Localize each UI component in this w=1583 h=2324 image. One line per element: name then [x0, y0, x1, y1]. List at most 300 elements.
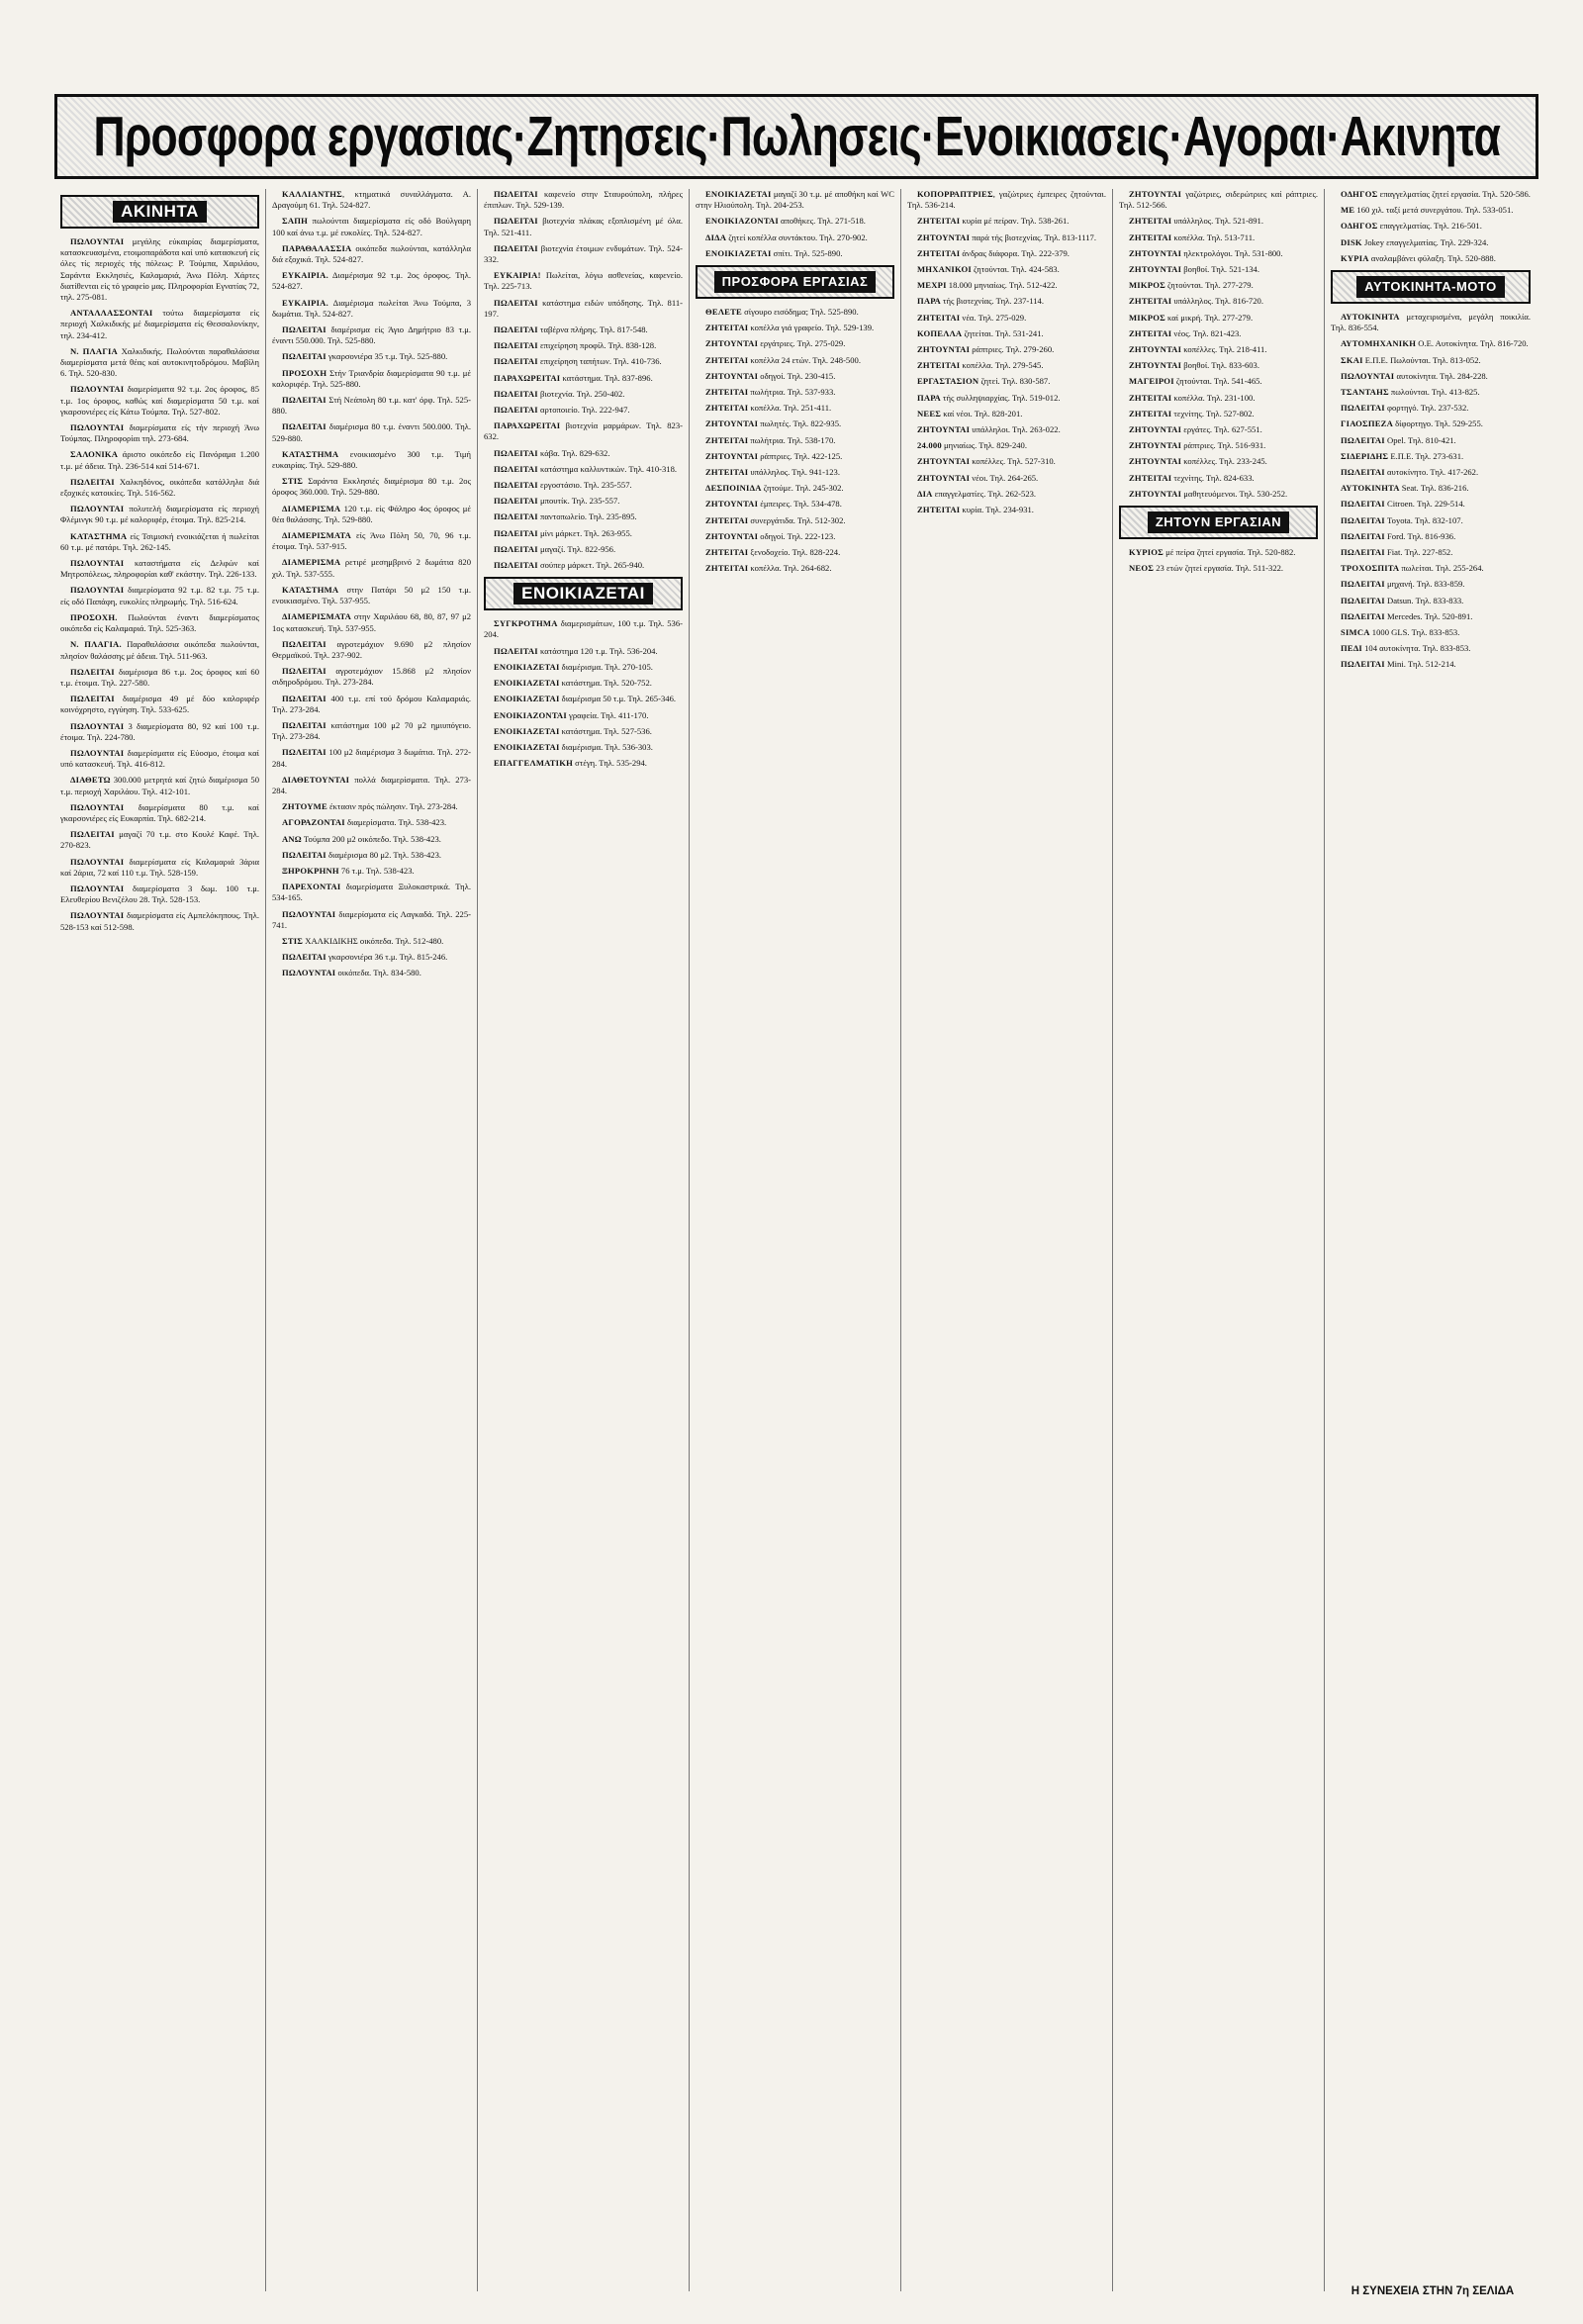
classified-ad [907, 376, 1106, 387]
ad-lead-word: ΖΗΤΕΙΤΑΙ [705, 563, 749, 574]
classified-ad [907, 409, 1106, 419]
ad-body-text: βιοτεχνία πλάκας εξοπλισμένη μέ όλα. Τηλ. 521-411. [484, 216, 683, 237]
classified-ad [1119, 189, 1318, 211]
ad-body-text: 104 αυτοκίνητα. Τηλ. 833-853. [1361, 643, 1471, 654]
ad-lead-word: ΠΩΛΕΙΤΑΙ [282, 351, 326, 362]
classified-ad [272, 747, 471, 769]
ad-lead-word: ΖΗΤΟΥΜΕ [282, 801, 327, 812]
classified-ad [1119, 216, 1318, 227]
ad-body-text: Στήν Τριανδρία διαμερίσματα 90 τ.μ. μέ καλοριφέρ. Τηλ. 525-880. [272, 367, 471, 389]
ad-lead-word: ΠΩΛΕΙΤΑΙ [1341, 403, 1385, 414]
classified-ad [60, 449, 259, 471]
ad-body-text: Jokey επαγγελματίας. Τηλ. 229-324. [1361, 236, 1489, 247]
ad-lead-word: ΠΩΛΕΙΤΑΙ [282, 719, 326, 730]
classified-ad [60, 422, 259, 444]
classified-ad [484, 356, 683, 367]
classified-ad [484, 189, 683, 211]
section-header-label: ΖΗΤΟΥΝ ΕΡΓΑΣΙΑΝ [1148, 511, 1289, 533]
ad-lead-word: ΖΗΤΟΥΝΤΑΙ [1129, 344, 1182, 355]
ad-body-text: μεταχειρισμένα, μεγάλη ποικιλία. Τηλ. 836-554. [1331, 312, 1531, 333]
ad-lead-word: ΖΗΤΕΙΤΑΙ [1129, 296, 1172, 307]
ad-lead-word: ΕΡΓΑΣΤΑΣΙΟΝ [917, 376, 979, 387]
ad-lead-word: ΣΤΙΣ [282, 935, 304, 946]
section-header [60, 195, 259, 229]
ad-lead-word: ΠΩΛΕΙΤΑΙ [494, 645, 538, 656]
ad-body-text: σίγουρο εισόδημα; Τηλ. 525-890. [741, 307, 859, 318]
ad-lead-word: ΖΗΤΕΙΤΑΙ [705, 514, 749, 525]
ad-body-text: μηνιαίως. Τηλ. 829-240. [941, 440, 1027, 451]
ad-lead-word: ΔΕΣΠΟΙΝΙΔΑ [705, 483, 762, 494]
ad-body-text: νέος. Τηλ. 821-423. [1171, 327, 1242, 338]
classified-ad [1331, 499, 1531, 510]
section-header-label: ΕΝΟΙΚΙΑΖΕΤΑΙ [513, 583, 653, 604]
ad-lead-word: SIMCA [1341, 627, 1370, 638]
classified-ad [696, 355, 894, 366]
ad-lead-word: ΠΑΡΕΧΟΝΤΑΙ [282, 882, 341, 892]
ad-body-text: Fiat. Τηλ. 227-852. [1384, 547, 1453, 558]
classified-ad [60, 308, 259, 341]
classified-ad [272, 909, 471, 931]
classified-ad [484, 758, 683, 769]
ad-lead-word: ΖΗΤΟΥΝΤΑΙ [1129, 360, 1182, 371]
ad-body-text: ΧΑΛΚΙΔΙΚΗΣ οικόπεδα. Τηλ. 512-480. [303, 935, 444, 946]
ad-body-text: μαγαζί 70 τ.μ. στο Κουλέ Καφέ. Τηλ. 270-823. [60, 829, 259, 851]
classified-ad [1119, 360, 1318, 371]
classified-ad [272, 694, 471, 715]
ad-body-text: τής βιοτεχνίας. Τηλ. 237-114. [940, 296, 1045, 307]
classified-ad [907, 489, 1106, 500]
ad-lead-word: ΑΥΤΟΜΗΧΑΝΙΚΗ [1341, 338, 1417, 349]
classified-ad [272, 882, 471, 903]
ad-lead-word: ΠΩΛΕΙΤΑΙ [1341, 659, 1385, 670]
ad-body-text: επαγγελματίες. Τηλ. 262-523. [932, 488, 1037, 499]
ad-body-text: ράπτριες. Τηλ. 516-931. [1181, 440, 1266, 451]
ad-body-text: κατάστημα 100 μ2 70 μ2 ημιυπόγειο. Τηλ. 273-284. [272, 719, 471, 742]
ad-body-text: διαμέρισμα 80 τ.μ. έναντι 500.000. Τηλ. 529-880. [272, 421, 471, 443]
classified-ad [484, 243, 683, 265]
ad-body-text: πωλούνται. Τηλ. 413-825. [1388, 387, 1480, 398]
ad-lead-word: ΠΩΛΕΙΤΑΙ [494, 447, 538, 458]
classified-ad [272, 585, 471, 606]
ad-body-text: αρτοποιείο. Τηλ. 222-947. [537, 405, 630, 416]
ad-lead-word: ΠΩΛΟΥΝΤΑΙ [70, 384, 125, 395]
ad-lead-word: ΠΩΛΟΥΝΤΑΙ [70, 236, 125, 246]
classified-ad [907, 296, 1106, 307]
classified-ad [272, 504, 471, 525]
classified-ad [60, 639, 259, 661]
classified-ad [272, 557, 471, 579]
continuation-note: Η ΣΥΝΕΧΕΙΑ ΣΤΗΝ 7η ΣΕΛΙΔΑ [1350, 2285, 1515, 2297]
ad-body-text: διαμερίσματα 3 δωμ. 100 τ.μ. Ελευθερίου Βενιζέλου 28. Τηλ. 528-153. [60, 883, 259, 905]
ad-lead-word: ΑΓΟΡΑΖΟΝΤΑΙ [282, 817, 345, 828]
classified-ad [907, 216, 1106, 227]
ad-lead-word: ΚΥΡΙΑ [1341, 252, 1369, 263]
ad-lead-word: ΠΩΛΟΥΝΤΑΙ [70, 747, 125, 758]
classified-ad [60, 748, 259, 770]
section-header [696, 265, 894, 299]
ad-body-text: ζητούνται. Τηλ. 541-465. [1173, 376, 1262, 387]
classified-ad [1119, 264, 1318, 275]
ad-body-text: κοπέλλα. Τηλ. 513-711. [1171, 232, 1256, 242]
ad-lead-word: ΚΑΤΑΣΤΗΜΑ [282, 584, 339, 595]
ad-body-text: κοπέλλες. Τηλ. 233-245. [1181, 456, 1267, 467]
ad-lead-word: ΖΗΤΟΥΝΤΑΙ [1129, 264, 1182, 275]
classified-ad [484, 678, 683, 689]
ad-lead-word: ΠΩΛΟΥΝΤΑΙ [282, 968, 336, 978]
ad-body-text: Mini. Τηλ. 512-214. [1384, 659, 1456, 670]
ad-lead-word: DISK [1341, 236, 1362, 247]
ad-lead-word: ΠΩΛΕΙΤΑΙ [494, 242, 538, 253]
classified-ad [907, 248, 1106, 259]
ad-lead-word: ΖΗΤΕΙΤΑΙ [705, 547, 749, 558]
ad-body-text: διαμερίσματα είς Λαγκαδά. Τηλ. 225-741. [272, 908, 471, 930]
ad-body-text: διαμέρισμα. Τηλ. 270-105. [559, 661, 653, 672]
ad-body-text: Πωλούνται έναντι διαμερίσματος οικόπεδα είς Καλαμαριά. Τηλ. 525-363. [60, 611, 259, 634]
classified-ad [696, 248, 894, 259]
classified-ad [484, 298, 683, 320]
ad-body-text: 100 μ2 διαμέρισμα 3 δωμάτια. Τηλ. 272-284. [272, 747, 471, 769]
ad-lead-word: ΜΕΧΡΙ [917, 280, 947, 291]
classified-ad [484, 480, 683, 491]
classified-ad [60, 346, 259, 380]
classified-ad [272, 611, 471, 633]
ad-body-text: παντοπωλείο. Τηλ. 235-895. [537, 511, 637, 522]
classified-ad [60, 694, 259, 715]
ad-body-text: ζητούμε. Τηλ. 245-302. [761, 483, 844, 494]
section-header-label: ΠΡΟΣΦΟΡΑ ΕΡΓΑΣΙΑΣ [714, 271, 877, 293]
ad-lead-word: ΚΑΤΑΣΤΗΜΑ [70, 530, 128, 541]
ad-body-text: αποθήκες. Τηλ. 271-518. [778, 216, 866, 227]
classified-ad [1331, 467, 1531, 478]
ad-lead-word: ΠΑΡΑ [917, 392, 941, 403]
ad-lead-word: ΘΕΛΕΤΕ [705, 307, 742, 318]
ad-lead-word: ΣΑΛΟΝΙΚΑ [70, 449, 119, 460]
classified-ad [1119, 393, 1318, 404]
ad-body-text: διαμέρισμα 50 τ.μ. Τηλ. 265-346. [559, 694, 677, 704]
ad-body-text: αγροτεμάχιον 15.868 μ2 πλησίον σιδηροδρόμου. Τηλ. 273-284. [272, 666, 471, 688]
ad-lead-word: ΝΕΟΣ [1129, 563, 1155, 574]
classified-ad [696, 307, 894, 318]
classified-ad [1331, 483, 1531, 494]
classified-ad [272, 801, 471, 812]
classified-ad [484, 420, 683, 442]
ad-lead-word: ΜΙΚΡΟΣ [1129, 280, 1165, 291]
classified-ad [696, 467, 894, 478]
classified-ad [60, 829, 259, 851]
ad-body-text: κυρία μέ πείραν. Τηλ. 538-261. [960, 216, 1070, 227]
ad-lead-word: ΠΩΛΕΙΤΑΙ [1341, 434, 1385, 445]
classified-ad [484, 646, 683, 657]
classified-ad [1331, 355, 1531, 366]
classified-ad [1331, 387, 1531, 398]
classified-ad [1331, 338, 1531, 349]
column-2 [266, 189, 478, 2291]
classified-ad [1119, 328, 1318, 339]
classified-ad [907, 440, 1106, 451]
ad-lead-word: ΑΝΤΑΛΛΑΣΣΟΝΤΑΙ [70, 308, 153, 319]
ad-body-text: , γαζώτριες έμπειρες ζητούνται. Τηλ. 536-214. [907, 189, 1106, 211]
classified-ad [484, 694, 683, 704]
classified-ad [1119, 440, 1318, 451]
ad-body-text: βοηθοί. Τηλ. 833-603. [1181, 360, 1259, 371]
ad-lead-word: ΔΙΑΘΕΤΟΥΝΤΑΙ [282, 774, 350, 785]
ad-lead-word: ΠΑΡΑΘΑΛΑΣΣΙΑ [282, 242, 352, 253]
ad-body-text: ρετιρέ μεσημβρινό 2 δωμάτια 820 χιλ. Τηλ. 537-555. [272, 557, 471, 579]
ad-lead-word: ΠΩΛΟΥΝΤΑΙ [70, 801, 125, 812]
classified-ad [272, 666, 471, 688]
ad-body-text: επαγγελματίας ζητεί εργασία. Τηλ. 520-586. [1377, 189, 1531, 199]
section-header [1119, 506, 1318, 539]
ad-body-text: ζητείται. Τηλ. 531-241. [962, 327, 1044, 338]
ad-lead-word: ΠΩΛΕΙΤΑΙ [494, 340, 538, 351]
classified-ad [1331, 596, 1531, 606]
classified-ad [696, 323, 894, 333]
ad-body-text: Mercedes. Τηλ. 520-891. [1384, 610, 1473, 621]
ad-lead-word: ΠΩΛΟΥΝΤΑΙ [70, 720, 125, 731]
classified-ad [484, 742, 683, 753]
classified-ad [272, 530, 471, 552]
classified-ad [272, 952, 471, 963]
ad-lead-word: ΠΩΛΕΙΤΑΙ [282, 421, 326, 432]
classified-ad [272, 243, 471, 265]
classified-ad [484, 464, 683, 475]
ad-lead-word: ΖΗΤΕΙΤΑΙ [1129, 408, 1172, 418]
ad-body-text: Toyota. Τηλ. 832-107. [1384, 514, 1463, 525]
ad-body-text: υπάλληλος. Τηλ. 521-891. [1171, 216, 1263, 227]
ad-lead-word: ΖΗΤΟΥΝΤΑΙ [917, 424, 971, 435]
ad-lead-word: ΖΗΤΟΥΝΤΑΙ [705, 450, 759, 461]
ad-body-text: κοπέλλα. Τηλ. 251-411. [748, 403, 832, 414]
classified-ad [484, 618, 683, 640]
classified-ad [484, 405, 683, 416]
classified-ad [1331, 611, 1531, 622]
ad-lead-word: ΠΩΛΕΙΤΑΙ [70, 829, 115, 840]
classified-ad [484, 340, 683, 351]
ad-lead-word: ΔΙΑΜΕΡΙΣΜΑ [282, 503, 341, 513]
ad-lead-word: ΠΩΛΟΥΝΤΑΙ [70, 558, 125, 569]
classified-ad [272, 834, 471, 845]
classified-ad [696, 515, 894, 526]
ad-body-text: καφενείο στην Σταυρούπολη, πλήρες έπιπλων. Τηλ. 529-139. [484, 189, 683, 211]
ad-lead-word: ΠΩΛΟΥΝΤΑΙ [70, 585, 125, 596]
section-header [1331, 270, 1531, 304]
classified-ad [272, 449, 471, 471]
ad-body-text: επιχείρηση προφίλ. Τηλ. 838-128. [537, 340, 657, 351]
classified-ad [1119, 473, 1318, 484]
classified-ad [60, 477, 259, 499]
ad-body-text: διαμέρισμα 86 τ.μ. 2ος όροφος καί 60 τ.μ. έτοιμα. Τηλ. 227-580. [60, 666, 259, 688]
ad-body-text: παρά τής βιοτεχνίας. Τηλ. 813-1117. [970, 232, 1096, 242]
ad-body-text: τούτω διαμερίσματα είς περιοχή Χαλκιδικής μέ διαμερίσματα είς Θεσσαλονίκην, τηλ. 234-412. [60, 308, 259, 340]
ad-lead-word: ΖΗΤΟΥΝΤΑΙ [1129, 247, 1182, 258]
ad-body-text: γκαρσονιέρα 35 τ.μ. Τηλ. 525-880. [326, 351, 448, 362]
ad-body-text: αυτοκίνητα. Τηλ. 284-228. [1394, 370, 1488, 381]
ad-lead-word: ΠΩΛΕΙΤΑΙ [1341, 610, 1385, 621]
classified-ad [60, 775, 259, 796]
ad-body-text: ζητούνται. Τηλ. 277-279. [1164, 280, 1254, 291]
classified-ad [1331, 643, 1531, 654]
ad-lead-word: ΠΩΛΕΙΤΑΙ [282, 638, 326, 649]
ad-lead-word: ΚΟΠΟΡΡΑΠΤΡΙΕΣ [917, 189, 993, 199]
ad-lead-word: ΠΩΛΕΙΤΑΙ [70, 666, 115, 677]
ad-body-text: σούπερ μάρκετ. Τηλ. 265-940. [537, 560, 645, 571]
ad-body-text: Χαλκιδικής. Πωλούνται παραθαλάσσια διαμερίσματα μετά θέας καί αυτοκινητοδρόμου. Μαβίλη 6. Τηλ. 520-830. [60, 345, 259, 379]
ad-body-text: 160 χιλ. ταξί μετά συνεργάτου. Τηλ. 533-051. [1354, 205, 1514, 216]
ad-lead-word: ΕΝΟΙΚΙΑΖΕΤΑΙ [494, 694, 560, 704]
ad-body-text: 120 τ.μ. είς Φάληρο 4ος όροφος μέ θέα θαλάσσης. Τηλ. 529-880. [272, 503, 471, 524]
ad-body-text: άνδρας διάφορα. Τηλ. 222-379. [960, 247, 1070, 258]
ad-body-text: Citroen. Τηλ. 229-514. [1384, 499, 1465, 510]
ad-body-text: διαμερισμάτων, 100 τ.μ. Τηλ. 536-204. [484, 618, 683, 640]
classified-ad [696, 563, 894, 574]
ad-body-text: κοπέλλα. Τηλ. 264-682. [748, 563, 832, 574]
classified-ad [696, 435, 894, 446]
ad-lead-word: ΤΣΑΝΤΑΗΣ [1341, 387, 1389, 398]
ad-lead-word: ΖΗΤΕΙΤΑΙ [1129, 392, 1172, 403]
ad-body-text: ζητούνται. Τηλ. 424-583. [971, 264, 1060, 275]
ad-lead-word: Ν. ΠΛΑΓΙΑ [70, 345, 118, 356]
ad-body-text: καί μικρή. Τηλ. 277-279. [1164, 312, 1254, 323]
ad-body-text: κατάστημα. Τηλ. 837-896. [560, 372, 653, 383]
classified-ad [484, 448, 683, 459]
classified-ad [60, 384, 259, 418]
ad-body-text: διαμέρισμα είς Άγιο Δημήτριο 83 τ.μ. έναντι 550.000. Τηλ. 525-880. [272, 325, 471, 346]
ad-body-text: γκαρσονιέρα 36 τ.μ. Τηλ. 815-246. [326, 952, 448, 963]
ad-body-text: οδηγοί. Τηλ. 222-123. [758, 530, 836, 541]
classified-ad [1119, 248, 1318, 259]
ad-body-text: συνεργάτιδα. Τηλ. 512-302. [748, 514, 846, 525]
ad-body-text: κοπέλλα γιά γραφείο. Τηλ. 529-139. [748, 323, 875, 333]
classified-ad [907, 313, 1106, 324]
ad-body-text: 400 τ.μ. επί τού δρόμου Καλαμαριάς. Τηλ. 273-284. [272, 693, 471, 714]
classified-ad [272, 395, 471, 417]
classified-ad [1331, 563, 1531, 574]
ad-lead-word: ΔΙΑΜΕΡΙΣΜΑΤΑ [282, 530, 351, 541]
classified-ad [907, 344, 1106, 355]
classified-ad [60, 504, 259, 525]
ad-body-text: επαγγελματίας. Τηλ. 216-501. [1377, 221, 1482, 232]
classified-ad [272, 216, 471, 237]
ad-lead-word: ΠΩΛΕΙΤΑΙ [494, 189, 538, 199]
ad-body-text: είς Τσιμισκή ενοικιάζεται ή πωλείται 60 τ.μ. μέ πατάρι. Τηλ. 262-145. [60, 530, 259, 552]
classified-ad [484, 726, 683, 737]
ad-body-text: είς Άνω Πόλη 50, 70, 96 τ.μ. έτοιμα. Τηλ. 537-915. [272, 530, 471, 552]
classified-ad [60, 585, 259, 606]
ad-lead-word: ΕΥΚΑΙΡΙΑ! [494, 270, 541, 281]
ad-lead-word: ΠΩΛΟΥΝΤΑΙ [282, 908, 336, 919]
classified-ad [60, 883, 259, 905]
ad-lead-word: ΔΙΑ [917, 488, 933, 499]
classified-ad [1331, 221, 1531, 232]
ad-body-text: κατάστημα. Τηλ. 527-536. [559, 725, 652, 736]
ad-body-text: διαμερίσματα 92 τ.μ. 2ος όροφος, 85 τ.μ. 1ος όροφος, καθώς καί διαμερίσματα 50 τ.μ. καί γκαρσονιέρες είς Κάτω Τούμπα. Τηλ. 527-802. [60, 384, 259, 417]
ad-lead-word: ΖΗΤΕΙΤΑΙ [705, 387, 749, 398]
ad-body-text: κοπέλλα. Τηλ. 279-545. [960, 360, 1044, 371]
ad-body-text: 3 διαμερίσματα 80, 92 καί 100 τ.μ. έτοιμα. Τηλ. 224-780. [60, 720, 259, 742]
ad-lead-word: ΖΗΤΟΥΝΤΑΙ [705, 530, 759, 541]
ad-lead-word: ΠΑΡΑΧΩΡΕΙΤΑΙ [494, 420, 561, 431]
ad-lead-word: ΚΑΤΑΣΤΗΜΑ [282, 448, 339, 459]
ad-body-text: ράπτριες. Τηλ. 279-260. [970, 344, 1055, 355]
classified-ad [907, 393, 1106, 404]
ad-lead-word: ΠΩΛΕΙΤΑΙ [494, 388, 538, 399]
ad-lead-word: ΠΩΛΕΙΤΑΙ [1341, 467, 1385, 478]
ad-lead-word: ΠΕΔΙ [1341, 643, 1362, 654]
ad-lead-word: ΠΩΛΕΙΤΑΙ [1341, 514, 1385, 525]
classified-ad [1331, 659, 1531, 670]
ad-lead-word: ΜΑΓΕΙΡΟΙ [1129, 376, 1174, 387]
ad-body-text: υπάλληλος. Τηλ. 941-123. [748, 467, 840, 478]
section-header [484, 577, 683, 610]
classified-ad [696, 451, 894, 462]
ad-lead-word: ΖΗΤΕΙΤΑΙ [705, 403, 749, 414]
ad-lead-word: ΠΩΛΕΙΤΑΙ [282, 693, 326, 703]
ad-body-text: ενοικιασμένο 300 τ.μ. Τιμή ευκαιρίας. Τηλ. 529-880. [272, 448, 471, 471]
ad-lead-word: ΠΩΛΕΙΤΑΙ [494, 297, 538, 308]
classified-ad [60, 531, 259, 553]
classified-ad [272, 850, 471, 861]
ad-lead-word: ΚΑΛΛΙΑΝΤΗΣ [282, 189, 343, 199]
ad-body-text: πολλά διαμερίσματα. Τηλ. 273-284. [272, 774, 471, 795]
masthead-banner [54, 94, 1538, 179]
ad-lead-word: ΑΥΤΟΚΙΝΗΤΑ [1341, 483, 1400, 494]
classified-ad [60, 236, 259, 303]
ad-lead-word: ΟΔΗΓΟΣ [1341, 221, 1378, 232]
classified-ad [696, 371, 894, 382]
ad-body-text: Παραθαλάσσια οικόπεδα πωλούνται, πλησίον θαλάσσης μέ άδεια. Τηλ. 511-963. [60, 639, 259, 661]
ad-body-text: στέγη. Τηλ. 535-294. [572, 758, 647, 769]
classified-ad [696, 418, 894, 429]
classified-ad [272, 189, 471, 211]
ad-lead-word: ΣΚΑΙ [1341, 354, 1363, 365]
column-7 [1325, 189, 1536, 2291]
classified-ad [907, 232, 1106, 243]
ad-body-text: υπάλληλος. Τηλ. 816-720. [1171, 296, 1263, 307]
classified-ad [60, 558, 259, 580]
ad-lead-word: ΖΗΤΕΙΤΑΙ [917, 247, 961, 258]
ad-body-text: διαμερίσματα 92 τ.μ. 82 τ.μ. 75 τ.μ. είς οδό Παπάφη, ευκολίες πληρωμής. Τηλ. 516-624. [60, 585, 259, 606]
classified-ad [1119, 313, 1318, 324]
ad-lead-word: ΠΩΛΕΙΤΑΙ [494, 496, 538, 507]
column-6 [1113, 189, 1325, 2291]
classified-ad [907, 456, 1106, 467]
ad-lead-word: ΠΩΛΕΙΤΑΙ [494, 543, 538, 554]
classified-ad [1119, 547, 1318, 558]
ad-body-text: στην Χαριλάου 68, 80, 87, 97 μ2 1ος κατασκευή. Τηλ. 537-955. [272, 611, 471, 633]
classified-ad [1119, 376, 1318, 387]
ad-lead-word: ΠΩΛΕΙΤΑΙ [282, 952, 326, 963]
ad-body-text: κοπέλλα. Τηλ. 231-100. [1171, 392, 1256, 403]
ad-lead-word: ΖΗΤΕΙΤΑΙ [705, 323, 749, 333]
ad-body-text: καί νέοι. Τηλ. 828-201. [941, 408, 1023, 418]
classified-ad [1331, 435, 1531, 446]
ad-body-text: έμπειρες. Τηλ. 534-478. [758, 499, 842, 510]
classified-ad [1119, 344, 1318, 355]
column-5 [901, 189, 1113, 2291]
ad-body-text: 18.000 μηνιαίως. Τηλ. 512-422. [946, 280, 1058, 291]
ad-body-text: Ε.Π.Ε. Πωλούνται. Τηλ. 813-052. [1362, 354, 1481, 365]
ad-body-text: σπίτι. Τηλ. 525-890. [771, 247, 843, 258]
ad-body-text: εργάτες. Τηλ. 627-551. [1181, 424, 1262, 435]
ad-body-text: εργοστάσιο. Τηλ. 235-557. [537, 480, 632, 491]
classified-ad [484, 216, 683, 237]
classified-ad [696, 403, 894, 414]
classified-ad [272, 476, 471, 498]
classified-ad [484, 511, 683, 522]
ad-body-text: αυτοκίνητο. Τηλ. 417-262. [1384, 467, 1479, 478]
ad-body-text: τεχνίτης. Τηλ. 527-802. [1171, 408, 1255, 418]
classified-ad [907, 424, 1106, 435]
